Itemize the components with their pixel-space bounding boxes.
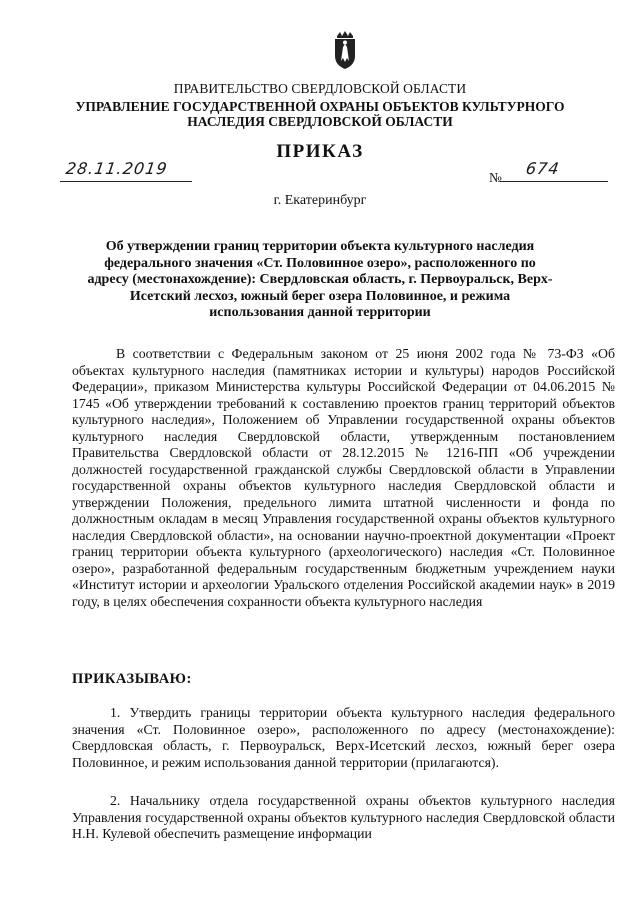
number-field [500, 159, 608, 182]
handwritten-date: 28.11.2019 [64, 159, 169, 178]
date-field [60, 159, 192, 182]
document-subject: Об утверждении границ территории объекта культурного наследия федерального значения «Ст. Половинное озеро», расположенного по адресу (местонахождение): Свердловская область, г. Первоуральск, Верх-Исетский лесхоз, южный берег озера Половинное, и режима использования данной территории [87, 239, 553, 321]
order-item-2: 2. Начальнику отдела государственной охраны объектов культурного наследия Управления государственной охраны объектов культурного наследия Свердловской области Н.Н. Кулевой обеспечить размещение информации [72, 793, 615, 841]
preamble-paragraph: В соответствии с Федеральным законом от 25 июня 2002 года № 73-ФЗ «Об объектах культурного наследия (памятниках истории и культуры) народов Российской Федерации», приказом Министерства культуры Российской Федерации от 04.06.2015 № 1745 «Об утверждении требований к составлению проектов границ территорий объектов культурного наследия», Положением об Управлении государственной охраны объектов культурного наследия Свердловской области, утвержденным постановлением Правительства Свердловской области от 28.12.2015 № 1216-ПП «Об учреждении должностей государственной гражданской службы Свердловской области в Управлении государственной охраны объектов культурного наследия Свердловской области и утверждении Положения, предельного лимита штатной численности и фонда по должностным окладам в месяц Управления государственной охраны объектов культурного наследия Свердловской области», на основании научно-проектной документации «Проект границ территории объекта культурного (археологического) наследия «Ст. Половинное озеро», разработанной федеральным государственным бюджетным учреждением науки «Институт истории и археологии Уральского отделения Российской академии наук» в 2019 году, в целях обеспечения сохранности объекта культурного наследия [72, 346, 615, 609]
government-name: ПРАВИТЕЛЬСТВО СВЕРДЛОВСКОЙ ОБЛАСТИ [173, 81, 467, 96]
orders-heading: ПРИКАЗЫВАЮ: [72, 671, 192, 687]
number-sign: № [489, 170, 502, 185]
handwritten-number: 674 [524, 159, 561, 178]
order-item-1: 1. Утвердить границы территории объекта культурного наследия федерального значения «Ст. Половинное озеро», расположенного по адресу (местонахождение): Свердловская область, г. Первоуральск, Верх-Исетский лесхоз, южный берег озера Половинное, и режим использования данной территории (прилагаются). [72, 705, 615, 770]
city-line: г. Екатеринбург [273, 193, 367, 208]
document-title: ПРИКАЗ [276, 141, 364, 162]
department-name: УПРАВЛЕНИЕ ГОСУДАРСТВЕННОЙ ОХРАНЫ ОБЪЕКТОВ КУЛЬТУРНОГО НАСЛЕДИЯ СВЕРДЛОВСКОЙ ОБЛАСТИ [75, 99, 565, 129]
coat-of-arms-icon [332, 30, 358, 70]
